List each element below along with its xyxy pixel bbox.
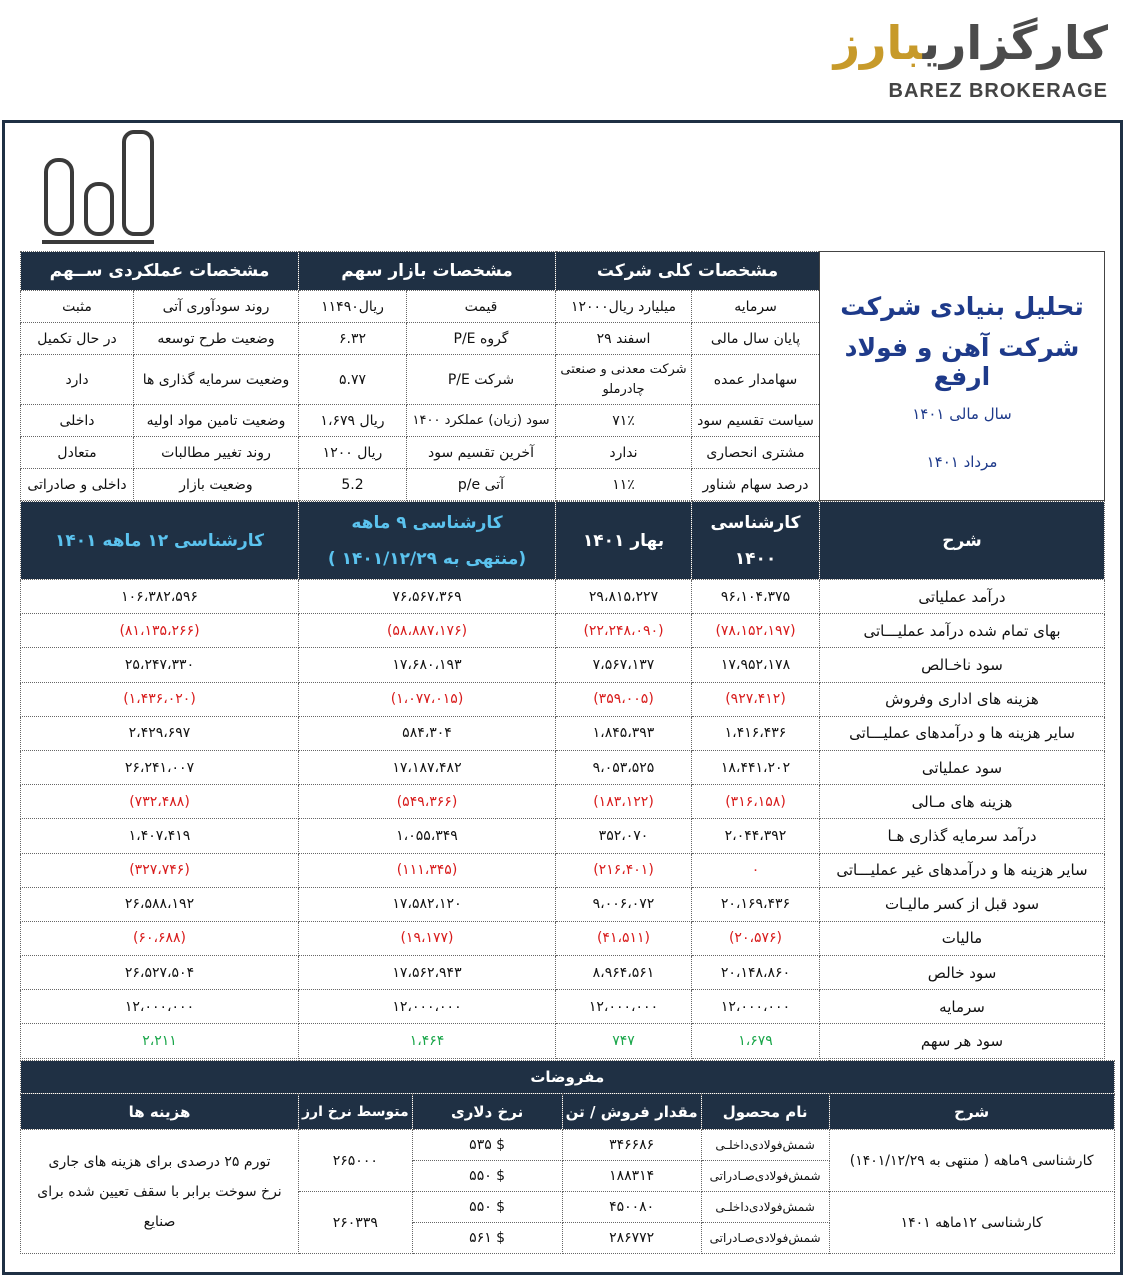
value-12-month: (۷۳۲،۴۸۸) [21,785,299,819]
fx-header: متوسط نرخ ارز [299,1094,413,1130]
value-9-month: ۱۷،۶۸۰،۱۹۳ [299,648,556,682]
value-12-month: ۲،۴۲۹،۶۹۷ [21,716,299,750]
income-row-label: هزینه های مـالی [820,785,1105,819]
value-spring-1401: (۳۵۹،۰۰۵) [556,682,692,716]
performance-value: در حال تکمیل [21,323,134,355]
value-9-month: ۱،۰۵۵،۳۴۹ [299,819,556,853]
usd-rate-value: ۵۵۰ $ [412,1161,562,1192]
general-value: ۲۹ اسفند [556,323,692,355]
product-name: شمش‌فولادی‌صـادراتی [701,1223,829,1254]
value-12-month: ۲،۲۱۱ [21,1024,299,1058]
value-1400: ۲،۰۴۴،۳۹۲ [692,819,820,853]
performance-value: دارد [21,355,134,405]
value-9-month: ۱۲،۰۰۰،۰۰۰ [299,990,556,1024]
col-spring-header: بهار ۱۴۰۱ [556,502,692,580]
costs-note: تورم ۲۵ درصدی برای هزینه های جاری نرخ سوخت برابر با سقف تعیین شده برای صنایع [21,1130,299,1254]
value-9-month: (۱۹،۱۷۷) [299,921,556,955]
general-label: سیاست تقسیم سود [692,405,820,437]
value-spring-1401: ۳۵۲،۰۷۰ [556,819,692,853]
general-label: پایان سال مالی [692,323,820,355]
value-9-month: (۱۱۱،۳۴۵) [299,853,556,887]
general-label: سهامدار عمده [692,355,820,405]
col-1400-header: کارشناسی ۱۴۰۰ [692,502,820,580]
value-12-month: ۱۲،۰۰۰،۰۰۰ [21,990,299,1024]
fx-value: ۲۶۰۳۳۹ [299,1192,413,1254]
value-9-month: ۱۷،۵۸۲،۱۲۰ [299,887,556,921]
performance-value: داخلی [21,405,134,437]
income-row-label: سود خالص [820,956,1105,990]
report-title: تحلیل بنیادی شرکت [840,291,1084,321]
value-12-month: ۱،۴۰۷،۴۱۹ [21,819,299,853]
income-row [21,750,1105,784]
general-label: درصد سهام شناور [692,469,820,501]
col-9-month-header-line2: ( منتهی به ۱۴۰۱/۱۲/۲۹) [327,548,527,569]
performance-label: وضعیت طرح توسعه [134,323,299,355]
market-label: P/E گروه [407,323,556,355]
income-statement-table [20,501,1105,1059]
col-12-month-header: کارشناسی ۱۲ ماهه ۱۴۰۱ [21,502,299,580]
income-row [21,921,1105,955]
general-value: ندارد [556,437,692,469]
value-spring-1401: ۷۴۷ [556,1024,692,1058]
income-row-label: درآمد عملیاتی [820,580,1105,614]
value-1400: ۱،۶۷۹ [692,1024,820,1058]
market-value: ۱۲۰۰ ریال [299,437,407,469]
market-label: سود (زیان) عملکرد ۱۴۰۰ [407,405,556,437]
value-1400: (۳۱۶،۱۵۸) [692,785,820,819]
fiscal-year: سال مالی ۱۴۰۱ [912,404,1012,423]
market-label: قیمت [407,291,556,323]
value-1400: ۱۲،۰۰۰،۰۰۰ [692,990,820,1024]
performance-value: متعادل [21,437,134,469]
value-spring-1401: ۹،۰۵۳،۵۲۵ [556,750,692,784]
product-name: شمش‌فولادی‌داخلـی [701,1130,829,1161]
income-row-label: سود ناخـالص [820,648,1105,682]
brand-logo-persian-part1: کارگزاری [922,16,1108,70]
assumption-row [21,1130,1115,1161]
value-1400: (۷۸،۱۵۲،۱۹۷) [692,614,820,648]
market-value: ۵.۷۷ [299,355,407,405]
period-desc: کارشناسی ۹ماهه ( منتهی به ۱۴۰۱/۱۲/۲۹) [829,1130,1114,1192]
income-row-label: درآمد سرمایه گذاری هـا [820,819,1105,853]
qty-value: ۱۸۸۳۱۴ [562,1161,701,1192]
income-row [21,682,1105,716]
qty-value: ۴۵۰۰۸۰ [562,1192,701,1223]
market-value: ۱۱۴۹۰ریال [299,291,407,323]
income-row [21,716,1105,750]
income-row-label: سود هر سهم [820,1024,1105,1058]
value-1400: ۱،۴۱۶،۴۳۶ [692,716,820,750]
performance-value: داخلی و صادراتی [21,469,134,501]
costs-header: هزینه ها [21,1094,299,1130]
income-row-label: بهای تمام شده درآمد عملیـــاتی [820,614,1105,648]
value-12-month: ۲۶،۵۸۸،۱۹۲ [21,887,299,921]
value-spring-1401: ۱،۸۴۵،۳۹۳ [556,716,692,750]
value-12-month: ۲۵،۲۴۷،۳۳۰ [21,648,299,682]
value-12-month: (۶۰،۶۸۸) [21,921,299,955]
income-row [21,648,1105,682]
general-label: مشتری انحصاری [692,437,820,469]
report-date: مرداد ۱۴۰۱ [926,452,998,471]
value-1400: ۱۷،۹۵۲،۱۷۸ [692,648,820,682]
usd-rate-value: ۵۳۵ $ [412,1130,562,1161]
performance-label: وضعیت بازار [134,469,299,501]
qty-value: ۲۸۶۷۷۲ [562,1223,701,1254]
income-row [21,853,1105,887]
market-label: آخرین تقسیم سود [407,437,556,469]
fx-value: ۲۶۵۰۰۰ [299,1130,413,1192]
performance-label: روند تغییر مطالبات [134,437,299,469]
value-spring-1401: (۲۱۶،۴۰۱) [556,853,692,887]
value-1400: ۲۰،۱۴۸،۸۶۰ [692,956,820,990]
performance-label: روند سودآوری آتی [134,291,299,323]
income-row [21,819,1105,853]
value-spring-1401: ۸،۹۶۴،۵۶۱ [556,956,692,990]
value-9-month: ۱۷،۵۶۲،۹۴۳ [299,956,556,990]
value-spring-1401: ۲۹،۸۱۵،۲۲۷ [556,580,692,614]
value-12-month: (۱،۴۳۶،۰۲۰) [21,682,299,716]
col-9-month-header [299,502,556,580]
period-desc: کارشناسی ۱۲ماهه ۱۴۰۱ [829,1192,1114,1254]
qty-value: ۳۴۶۶۸۶ [562,1130,701,1161]
income-row [21,580,1105,614]
market-label: P/E شرکت [407,355,556,405]
value-9-month: ۷۶،۵۶۷،۳۶۹ [299,580,556,614]
value-spring-1401: (۱۸۳،۱۲۲) [556,785,692,819]
income-row-label: سود قبل از کسر مالیـات [820,887,1105,921]
value-9-month: (۵۸،۸۸۷،۱۷۶) [299,614,556,648]
assumptions-table [20,1060,1115,1254]
usd-rate-value: ۵۶۱ $ [412,1223,562,1254]
assumptions-header-row [21,1094,1115,1130]
value-9-month: ۱۷،۱۸۷،۴۸۲ [299,750,556,784]
general-spec-header: مشخصات کلی شرکت [556,252,820,291]
performance-label: وضعیت تامین مواد اولیه [134,405,299,437]
value-1400: ۹۶،۱۰۴،۳۷۵ [692,580,820,614]
market-value: ۱،۶۷۹ ریال [299,405,407,437]
usd-rate-header: نرخ دلاری [412,1094,562,1130]
income-row-label: سود عملیاتی [820,750,1105,784]
income-row [21,785,1105,819]
value-spring-1401: ۱۲،۰۰۰،۰۰۰ [556,990,692,1024]
desc-header: شرح [829,1094,1114,1130]
income-row [21,1024,1105,1058]
value-9-month: ۱،۴۶۴ [299,1024,556,1058]
performance-label: وضعیت سرمایه گذاری ها [134,355,299,405]
value-spring-1401: ۷،۵۶۷،۱۳۷ [556,648,692,682]
market-spec-header: مشخصات بازار سهم [299,252,556,291]
usd-rate-value: ۵۵۰ $ [412,1192,562,1223]
value-1400: ۰ [692,853,820,887]
general-label: سرمایه [692,291,820,323]
value-12-month: ۲۶،۵۲۷،۵۰۴ [21,956,299,990]
income-row-label: سرمایه [820,990,1105,1024]
income-row-label: سایر هزینه ها و درآمدهای عملیـــاتی [820,716,1105,750]
general-value: ۱۱٪ [556,469,692,501]
qty-header: مقدار فروش / تن [562,1094,701,1130]
value-12-month: (۳۲۷،۷۴۶) [21,853,299,887]
market-label: p/e آتی [407,469,556,501]
value-1400: (۲۰،۵۷۶) [692,921,820,955]
income-row [21,990,1105,1024]
assumptions-title: مفروضات [21,1061,1115,1094]
general-value: ۷۱٪ [556,405,692,437]
income-row-label: سایر هزینه ها و درآمدهای غیر عملیـــاتی [820,853,1105,887]
col-desc-header: شرح [820,502,1105,580]
market-value: 5.2 [299,469,407,501]
overview-table [20,251,1105,501]
value-spring-1401: (۴۱،۵۱۱) [556,921,692,955]
performance-spec-header: مشخصات عملکردی ســهم [21,252,299,291]
income-row-label: مالیات [820,921,1105,955]
col-9-month-header-line1: کارشناسی ۹ ماهه [351,512,503,533]
income-row [21,614,1105,648]
product-header: نام محصول [701,1094,829,1130]
brand-logo-english: BAREZ BROKERAGE [888,80,1108,102]
market-value: ۶.۳۲ [299,323,407,355]
value-1400: ۱۸،۴۴۱،۲۰۲ [692,750,820,784]
brand-logo [833,8,1108,108]
value-spring-1401: (۲۲،۲۴۸،۰۹۰) [556,614,692,648]
value-12-month: (۸۱،۱۳۵،۲۶۶) [21,614,299,648]
value-12-month: ۱۰۶،۳۸۲،۵۹۶ [21,580,299,614]
bar-chart-outline-icon [38,128,158,246]
value-12-month: ۲۶،۲۴۱،۰۰۷ [21,750,299,784]
value-spring-1401: ۹،۰۰۶،۰۷۲ [556,887,692,921]
value-1400: (۹۲۷،۴۱۲) [692,682,820,716]
product-name: شمش‌فولادی‌داخلـی [701,1192,829,1223]
product-name: شمش‌فولادی‌صـادراتی [701,1161,829,1192]
income-header-row [21,502,1105,580]
brand-logo-persian [834,8,1108,78]
value-1400: ۲۰،۱۶۹،۴۳۶ [692,887,820,921]
general-value: شرکت معدنی و صنعتی چادرملو [556,355,692,405]
value-9-month: (۵۴۹،۳۶۶) [299,785,556,819]
income-row [21,956,1105,990]
value-9-month: ۵۸۴،۳۰۴ [299,716,556,750]
income-row [21,887,1105,921]
performance-value: مثبت [21,291,134,323]
general-value: ۱۲۰۰۰میلیارد ریال [556,291,692,323]
brand-logo-persian-part2: بارز [833,16,923,70]
value-9-month: (۱،۰۷۷،۰۱۵) [299,682,556,716]
report-title-block [820,252,1105,501]
income-row-label: هزینه های اداری وفروش [820,682,1105,716]
company-name: شرکت آهن و فولاد ارفع [844,332,1080,391]
